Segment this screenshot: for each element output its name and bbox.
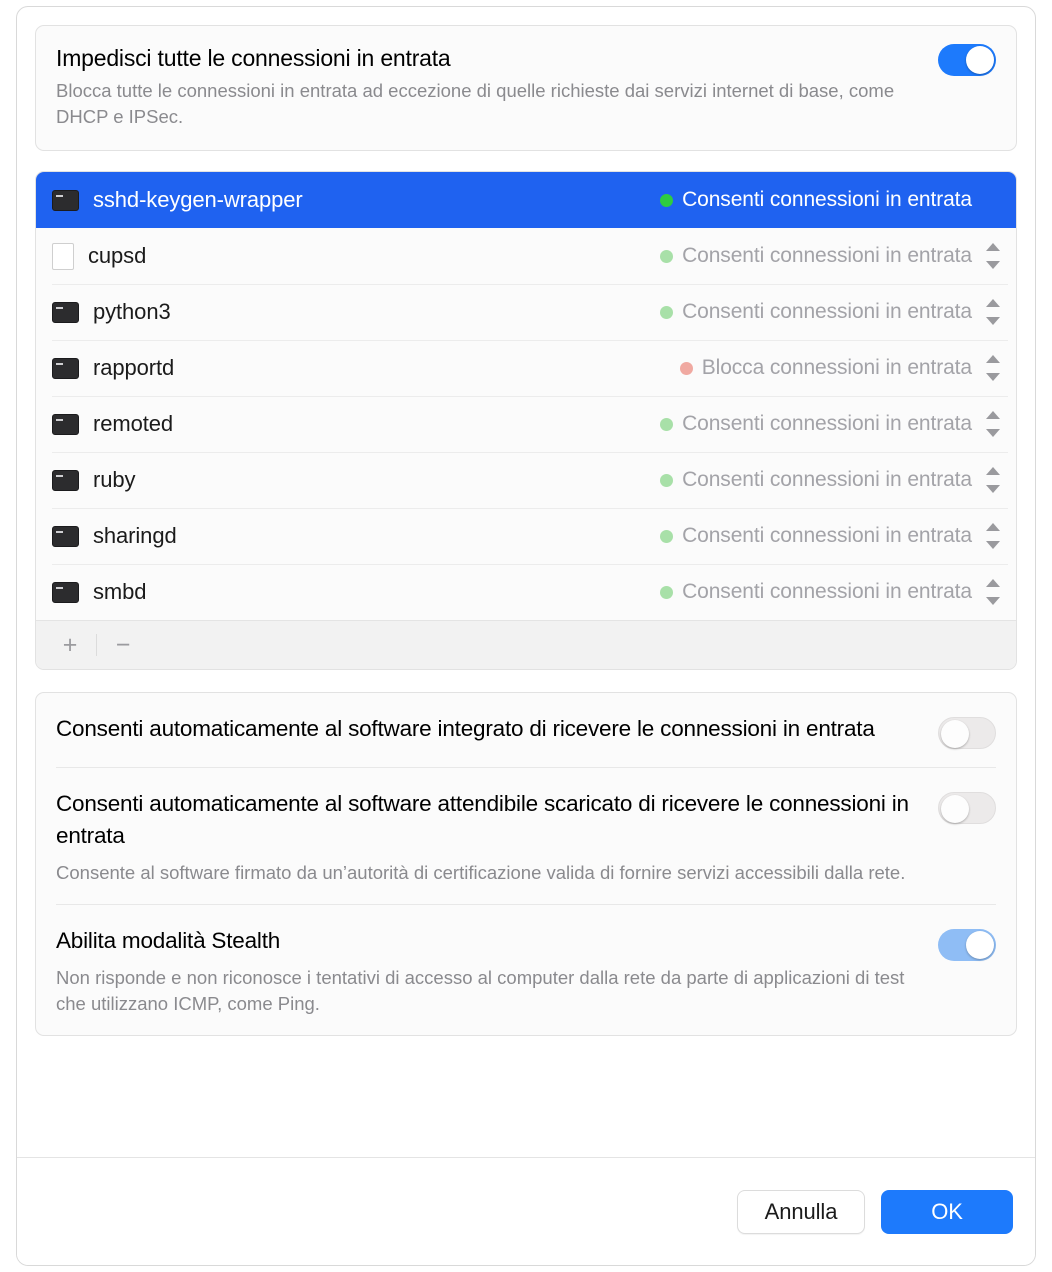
chevron-up-icon bbox=[986, 243, 1000, 251]
option-title: Consenti automaticamente al software attendibile scaricato di ricevere le connessioni in entrata bbox=[56, 791, 909, 848]
option-builtin-software bbox=[56, 693, 996, 767]
chevron-down-icon bbox=[986, 541, 1000, 549]
status-dot-icon bbox=[660, 530, 673, 543]
app-status-label: Consenti connessioni in entrata bbox=[682, 468, 972, 491]
status-dot-icon bbox=[680, 362, 693, 375]
row-status[interactable] bbox=[660, 409, 1002, 439]
table-row[interactable] bbox=[36, 172, 1016, 228]
table-row[interactable] bbox=[36, 452, 1016, 508]
option-text bbox=[56, 788, 938, 886]
row-status[interactable] bbox=[660, 241, 1002, 271]
application-rules-list bbox=[35, 171, 1017, 670]
toggle-knob bbox=[966, 931, 994, 959]
toggle-knob bbox=[966, 46, 994, 74]
app-status-label: Consenti connessioni in entrata bbox=[682, 412, 972, 435]
dialog-button-bar bbox=[17, 1157, 1035, 1265]
chevron-up-icon bbox=[986, 355, 1000, 363]
app-name: sharingd bbox=[93, 523, 177, 548]
row-status[interactable] bbox=[660, 185, 1002, 215]
applist-toolbar bbox=[36, 620, 1016, 669]
app-status-label: Consenti connessioni in entrata bbox=[682, 188, 972, 211]
toggle-knob bbox=[941, 720, 969, 748]
row-status[interactable] bbox=[660, 521, 1002, 551]
chevron-down-icon bbox=[986, 261, 1000, 269]
ok-button[interactable]: OK bbox=[881, 1190, 1013, 1234]
document-icon bbox=[52, 243, 74, 270]
row-status[interactable] bbox=[680, 353, 1002, 383]
app-status-label: Blocca connessioni in entrata bbox=[701, 356, 972, 379]
status-stepper[interactable] bbox=[984, 521, 1002, 551]
firewall-options-window bbox=[16, 6, 1036, 1266]
row-status[interactable] bbox=[660, 465, 1002, 495]
option-text bbox=[56, 925, 938, 1017]
option-downloaded-software bbox=[56, 767, 996, 904]
chevron-up-icon bbox=[986, 299, 1000, 307]
terminal-icon bbox=[52, 302, 79, 323]
chevron-up-icon bbox=[986, 579, 1000, 587]
option-title: Consenti automaticamente al software integrato di ricevere le connessioni in entrata bbox=[56, 716, 875, 741]
add-app-button[interactable]: + bbox=[62, 630, 78, 659]
status-dot-icon bbox=[660, 306, 673, 319]
toolbar-divider bbox=[96, 634, 97, 656]
block-all-title: Impedisci tutte le connessioni in entrata bbox=[56, 45, 451, 71]
status-dot-icon bbox=[660, 474, 673, 487]
terminal-icon bbox=[52, 582, 79, 603]
remove-app-button[interactable]: − bbox=[115, 630, 131, 659]
table-row[interactable] bbox=[36, 284, 1016, 340]
chevron-up-icon bbox=[986, 523, 1000, 531]
option-title: Abilita modalità Stealth bbox=[56, 928, 281, 953]
app-name: ruby bbox=[93, 467, 136, 492]
status-dot-icon bbox=[660, 250, 673, 263]
option-description: Non risponde e non riconosce i tentativi di accesso al computer dalla rete da parte di applicazioni di test che utilizzano ICMP, come Ping. bbox=[56, 967, 905, 1014]
status-stepper[interactable] bbox=[984, 241, 1002, 271]
table-row[interactable] bbox=[36, 396, 1016, 452]
block-all-toggle[interactable] bbox=[938, 44, 996, 76]
option-description: Consente al software firmato da un’autorità di certificazione valida di fornire servizi accessibili dalla rete. bbox=[56, 862, 906, 883]
chevron-up-icon bbox=[986, 467, 1000, 475]
app-name: cupsd bbox=[88, 243, 147, 268]
status-dot-icon bbox=[660, 586, 673, 599]
terminal-icon bbox=[52, 414, 79, 435]
window-content bbox=[17, 7, 1035, 1036]
row-status[interactable] bbox=[660, 297, 1002, 327]
terminal-icon bbox=[52, 358, 79, 379]
option-stealth-mode bbox=[56, 904, 996, 1035]
builtin-software-toggle[interactable] bbox=[938, 717, 996, 749]
table-row[interactable] bbox=[36, 228, 1016, 284]
chevron-down-icon bbox=[986, 485, 1000, 493]
chevron-down-icon bbox=[986, 317, 1000, 325]
terminal-icon bbox=[52, 190, 79, 211]
cancel-button[interactable]: Annulla bbox=[737, 1190, 865, 1234]
table-row[interactable] bbox=[36, 340, 1016, 396]
app-status-label: Consenti connessioni in entrata bbox=[682, 580, 972, 603]
chevron-down-icon bbox=[986, 429, 1000, 437]
app-status-label: Consenti connessioni in entrata bbox=[682, 524, 972, 547]
app-status-label: Consenti connessioni in entrata bbox=[682, 244, 972, 267]
status-dot-icon bbox=[660, 194, 673, 207]
stealth-mode-toggle[interactable] bbox=[938, 929, 996, 961]
row-status[interactable] bbox=[660, 577, 1002, 607]
status-stepper[interactable] bbox=[984, 353, 1002, 383]
option-text bbox=[56, 713, 938, 745]
downloaded-software-toggle[interactable] bbox=[938, 792, 996, 824]
chevron-up-icon bbox=[986, 411, 1000, 419]
status-stepper[interactable] bbox=[984, 409, 1002, 439]
block-all-incoming-card bbox=[35, 25, 1017, 151]
status-dot-icon bbox=[660, 418, 673, 431]
status-stepper[interactable] bbox=[984, 465, 1002, 495]
app-name: python3 bbox=[93, 299, 171, 324]
chevron-down-icon bbox=[986, 373, 1000, 381]
app-name: remoted bbox=[93, 411, 174, 436]
block-all-description: Blocca tutte le connessioni in entrata ad eccezione di quelle richieste dai servizi internet di base, come DHCP e IPSec. bbox=[56, 80, 895, 127]
table-row[interactable] bbox=[36, 564, 1016, 620]
app-status-label: Consenti connessioni in entrata bbox=[682, 300, 972, 323]
terminal-icon bbox=[52, 526, 79, 547]
table-row[interactable] bbox=[36, 508, 1016, 564]
status-stepper[interactable] bbox=[984, 297, 1002, 327]
app-name: rapportd bbox=[93, 355, 175, 380]
toggle-knob bbox=[941, 795, 969, 823]
firewall-options-card bbox=[35, 692, 1017, 1036]
app-name: smbd bbox=[93, 579, 147, 604]
app-name: sshd-keygen-wrapper bbox=[93, 187, 303, 212]
chevron-down-icon bbox=[986, 597, 1000, 605]
status-stepper[interactable] bbox=[984, 577, 1002, 607]
terminal-icon bbox=[52, 470, 79, 491]
